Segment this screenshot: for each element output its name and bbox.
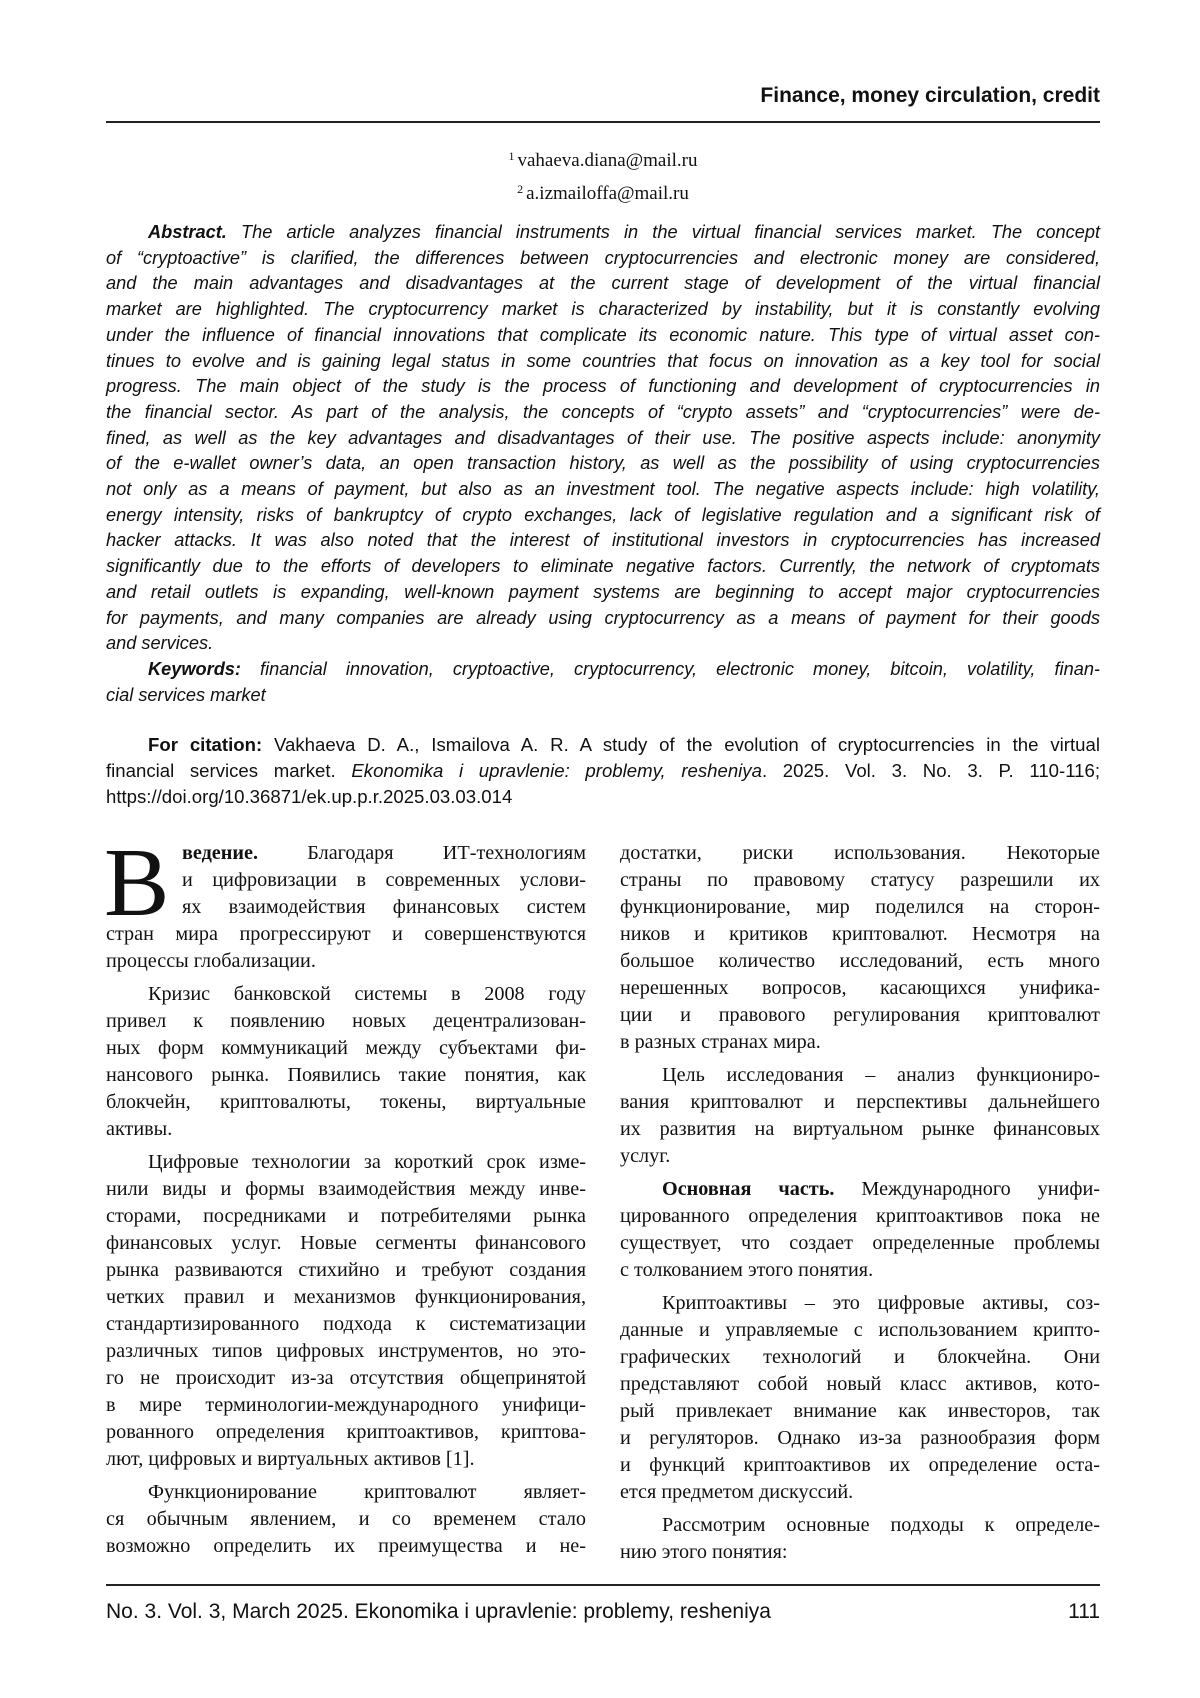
line-text: существует, что создает определенные проблемы	[620, 1232, 1100, 1254]
text-line	[620, 1479, 1100, 1506]
line-text: четких правил и механизмов функционирования,	[106, 1286, 586, 1308]
line-text: и регуляторов. Однако из-за разнообразия форм	[620, 1427, 1100, 1449]
header-rule	[106, 121, 1100, 123]
text-line	[106, 1203, 586, 1230]
page-footer	[106, 1600, 1100, 1624]
abstract-line	[106, 297, 1100, 323]
paragraph	[106, 981, 586, 1143]
line-text: привел к появлению новых децентрализован-	[106, 1010, 586, 1032]
text-line	[106, 1149, 586, 1176]
running-head-section: Finance, money circulation, credit	[760, 84, 1100, 108]
footer-journal: No. 3. Vol. 3, March 2025. Ekonomika i upravlenie: problemy, resheniya	[106, 1600, 771, 1624]
abstract-text: hacker attacks. It was also noted that the interest of institutional investors in cryptocurrencies has increased	[106, 530, 1100, 550]
line-text: цированного определения криптоактивов пока не	[620, 1205, 1100, 1227]
text-line	[620, 1002, 1100, 1029]
right-column	[620, 840, 1100, 1572]
citation-journal: Ekonomika i upravlenie: problemy, resheniya	[351, 760, 762, 781]
text-line	[106, 1008, 586, 1035]
abstract-line	[106, 246, 1100, 272]
line-text: ников и критиков криптовалют. Несмотря на	[620, 923, 1100, 945]
abstract-line	[106, 451, 1100, 477]
text-line	[106, 1035, 586, 1062]
abstract	[106, 220, 1100, 708]
text-line	[106, 1533, 586, 1560]
abstract-line	[106, 426, 1100, 452]
line-text: в разных странах мира.	[620, 1031, 821, 1053]
line-text: и функций криптоактивов их определение оста-	[620, 1454, 1100, 1476]
text-line	[106, 1089, 586, 1116]
line-text: Рассмотрим основные подходы к определе-	[662, 1514, 1100, 1536]
left-column	[106, 840, 586, 1566]
line-text: ется предметом дискуссий.	[620, 1481, 853, 1503]
line-text: финансовых услуг. Новые сегменты финансового	[106, 1232, 586, 1254]
text-line	[620, 1512, 1100, 1539]
abstract-text: of the e-wallet owner’s data, an open transaction history, as well as the possibility of using cryptocurrencies	[106, 453, 1100, 473]
citation-text: Vakhaeva D. A., Ismailova A. R. A study of the evolution of cryptocurrencies in the virtual	[262, 734, 1100, 755]
line-text: рованного определения криптоактивов, криптова-	[106, 1421, 586, 1443]
abstract-text: under the influence of financial innovations that complicate its economic nature. This type of virtual asset con-	[106, 325, 1100, 345]
line-text: и цифровизации в современных услови-	[182, 869, 586, 891]
text-line	[106, 1176, 586, 1203]
text-line	[620, 1116, 1100, 1143]
paragraph-lead: Основная часть.	[662, 1178, 834, 1200]
citation-text: financial services market.	[106, 760, 351, 781]
line-text: различных типов цифровых инструментов, но это-	[106, 1340, 586, 1362]
abstract-line	[106, 528, 1100, 554]
keywords-line	[106, 657, 1100, 683]
text-line	[620, 1029, 1100, 1056]
text-line	[620, 1344, 1100, 1371]
text-line	[620, 1230, 1100, 1257]
text-line	[106, 1392, 586, 1419]
line-text: блокчейн, криптовалюты, токены, виртуальные	[106, 1091, 586, 1113]
abstract-text: fined, as well as the key advantages and disadvantages of their use. The positive aspects include: anonymity	[106, 428, 1100, 448]
paragraph	[620, 1290, 1100, 1506]
affiliation-mark: 1	[509, 149, 515, 163]
line-text: возможно определить их преимущества и не-	[106, 1535, 586, 1557]
text-line	[620, 1398, 1100, 1425]
abstract-text: significantly due to the efforts of developers to eliminate negative factors. Currently, the network of cryptomats	[106, 556, 1100, 576]
text-line	[106, 1230, 586, 1257]
text-line	[620, 1062, 1100, 1089]
abstract-line	[106, 400, 1100, 426]
line-text: услуг.	[620, 1145, 670, 1167]
line-text: Цель исследования – анализ функциониро-	[662, 1064, 1100, 1086]
text-line	[620, 867, 1100, 894]
line-text: сторами, посредниками и потребителями рынка	[106, 1205, 586, 1227]
line-text: ях взаимодействия финансовых систем	[182, 896, 586, 918]
line-text: большое количество исследований, есть много	[620, 950, 1100, 972]
text-line	[620, 1317, 1100, 1344]
paragraph	[106, 1149, 586, 1473]
line-text: процессы глобализации.	[106, 950, 316, 972]
line-text: ся обычным явлением, и со временем стало	[106, 1508, 586, 1530]
paragraph	[620, 1512, 1100, 1566]
text-line	[106, 1446, 586, 1473]
abstract-line	[106, 220, 1100, 246]
line-text: Кризис банковской системы в 2008 году	[148, 983, 586, 1005]
text-line	[620, 1371, 1100, 1398]
abstract-line	[106, 477, 1100, 503]
citation-block	[106, 732, 1100, 810]
text-line	[620, 840, 1100, 867]
text-line	[106, 1419, 586, 1446]
paragraph	[106, 840, 586, 975]
page-number: 111	[1068, 1600, 1100, 1624]
text-line	[106, 1365, 586, 1392]
author-emails	[106, 142, 1100, 208]
line-text: ных форм коммуникаций между субъектами фи-	[106, 1037, 586, 1059]
line-text: рынка развиваются стихийно и требуют создания	[106, 1259, 586, 1281]
citation-line	[106, 732, 1100, 758]
line-text: их развития на виртуальном рынке финансовых	[620, 1118, 1100, 1140]
paragraph	[620, 1062, 1100, 1170]
abstract-line	[106, 631, 1100, 657]
text-line	[620, 1290, 1100, 1317]
text-line	[620, 1089, 1100, 1116]
email-line	[106, 142, 1100, 175]
text-line	[620, 1257, 1100, 1284]
keywords-text: cial services market	[106, 685, 266, 705]
text-line	[620, 894, 1100, 921]
text-line	[106, 1116, 586, 1143]
abstract-text: and retail outlets is expanding, well-known payment systems are beginning to accept major cryptocurrencies	[106, 582, 1100, 602]
text-line	[106, 1062, 586, 1089]
citation-label: For citation:	[148, 734, 262, 755]
abstract-text: tinues to evolve and is gaining legal status in some countries that focus on innovation as a key tool for social	[106, 351, 1100, 371]
footer-rule	[106, 1584, 1100, 1586]
line-text: рый привлекает внимание как инвесторов, так	[620, 1400, 1100, 1422]
abstract-text: of “cryptoactive” is clarified, the differences between cryptocurrencies and electronic money are considered,	[106, 248, 1100, 268]
text-line	[106, 1479, 586, 1506]
affiliation-mark: 2	[517, 182, 523, 196]
keywords-text: financial innovation, cryptoactive, cryptocurrency, electronic money, bitcoin, volatility, finan-	[241, 659, 1100, 679]
text-line	[106, 894, 586, 921]
line-text: представляют собой новый класс активов, кото-	[620, 1373, 1100, 1395]
text-line	[106, 1284, 586, 1311]
line-text: нерешенных вопросов, касающихся унифика-	[620, 977, 1100, 999]
line-text: в мире терминологии-международного унифици-	[106, 1394, 586, 1416]
text-line	[106, 1506, 586, 1533]
text-line	[620, 948, 1100, 975]
abstract-text: The article analyzes financial instruments in the virtual financial services market. The concept	[227, 222, 1100, 242]
text-line	[620, 1539, 1100, 1566]
text-line	[106, 948, 586, 975]
citation-doi[interactable]: https://doi.org/10.36871/ek.up.p.r.2025.03.03.014	[106, 784, 1100, 810]
text-line	[106, 1311, 586, 1338]
abstract-text: progress. The main object of the study is the process of functioning and development of cryptocurrencies in	[106, 376, 1100, 396]
email-link[interactable]: a.izmailoffa@mail.ru	[526, 183, 689, 204]
line-text: с толкованием этого понятия.	[620, 1259, 873, 1281]
line-text: Цифровые технологии за короткий срок изме-	[148, 1151, 586, 1173]
citation-line	[106, 758, 1100, 784]
abstract-line	[106, 374, 1100, 400]
line-text: графических технологий и блокчейна. Они	[620, 1346, 1100, 1368]
line-text: стран мира прогрессируют и совершенствуются	[106, 923, 586, 945]
abstract-line	[106, 554, 1100, 580]
paragraph	[620, 840, 1100, 1056]
text-line	[620, 975, 1100, 1002]
line-text: Функционирование криптовалют являет-	[148, 1481, 586, 1503]
keywords-line	[106, 683, 1100, 709]
line-text: страны по правовому статусу разрешили их	[620, 869, 1100, 891]
line-text: данные и управляемые с использованием крипто-	[620, 1319, 1100, 1341]
abstract-text: for payments, and many companies are already using cryptocurrency as a means of payment for their goods	[106, 608, 1100, 628]
email-link[interactable]: vahaeva.diana@mail.ru	[518, 150, 698, 171]
text-line	[106, 1257, 586, 1284]
line-text: стандартизированного подхода к систематизации	[106, 1313, 586, 1335]
text-line	[106, 867, 586, 894]
text-line	[620, 1143, 1100, 1170]
keywords-label: Keywords:	[148, 659, 241, 679]
line-text: Благодаря ИТ-технологиям	[258, 842, 586, 864]
text-line	[106, 981, 586, 1008]
abstract-text: energy intensity, risks of bankruptcy of crypto exchanges, lack of legislative regulation and a significant risk of	[106, 505, 1100, 525]
line-text: нию этого понятия:	[620, 1541, 787, 1563]
abstract-line	[106, 580, 1100, 606]
abstract-line	[106, 271, 1100, 297]
text-line	[620, 1425, 1100, 1452]
text-line	[620, 921, 1100, 948]
line-text: Криптоактивы – это цифровые активы, соз-	[662, 1292, 1100, 1314]
paragraph	[106, 1479, 586, 1560]
paragraph	[620, 1176, 1100, 1284]
abstract-line	[106, 606, 1100, 632]
line-text: нили виды и формы взаимодействия между инве-	[106, 1178, 586, 1200]
line-text: достатки, риски использования. Некоторые	[620, 842, 1100, 864]
abstract-line	[106, 323, 1100, 349]
line-text: лют, цифровых и виртуальных активов [1].	[106, 1448, 475, 1470]
citation-text: . 2025. Vol. 3. No. 3. P. 110-116;	[762, 760, 1100, 781]
abstract-label: Abstract.	[148, 222, 227, 242]
abstract-line	[106, 349, 1100, 375]
email-line	[106, 175, 1100, 208]
text-line	[106, 1338, 586, 1365]
paragraph-lead: ведение.	[182, 842, 258, 864]
text-line	[106, 840, 586, 867]
line-text: функционирование, мир поделился на сторон-	[620, 896, 1100, 918]
line-text: нансового рынка. Появились такие понятия, как	[106, 1064, 586, 1086]
line-text: Международного унифи-	[834, 1178, 1100, 1200]
drop-cap: В	[104, 834, 169, 932]
text-line	[106, 921, 586, 948]
abstract-text: and the main advantages and disadvantages at the current stage of development of the virtual financial	[106, 273, 1100, 293]
abstract-text: and services.	[106, 633, 213, 653]
line-text: активы.	[106, 1118, 172, 1140]
line-text: го не происходит из-за отсутствия общепринятой	[106, 1367, 586, 1389]
text-line	[620, 1203, 1100, 1230]
text-line	[620, 1176, 1100, 1203]
line-text: ции и правового регулирования криптовалют	[620, 1004, 1100, 1026]
abstract-line	[106, 503, 1100, 529]
abstract-text: market are highlighted. The cryptocurrency market is characterized by instability, but it is constantly evolving	[106, 299, 1100, 319]
abstract-text: the financial sector. As part of the analysis, the concepts of “crypto assets” and “cryptocurrencies” were de-	[106, 402, 1100, 422]
abstract-text: not only as a means of payment, but also as an investment tool. The negative aspects include: high volatility,	[106, 479, 1100, 499]
text-line	[620, 1452, 1100, 1479]
line-text: вания криптовалют и перспективы дальнейшего	[620, 1091, 1100, 1113]
